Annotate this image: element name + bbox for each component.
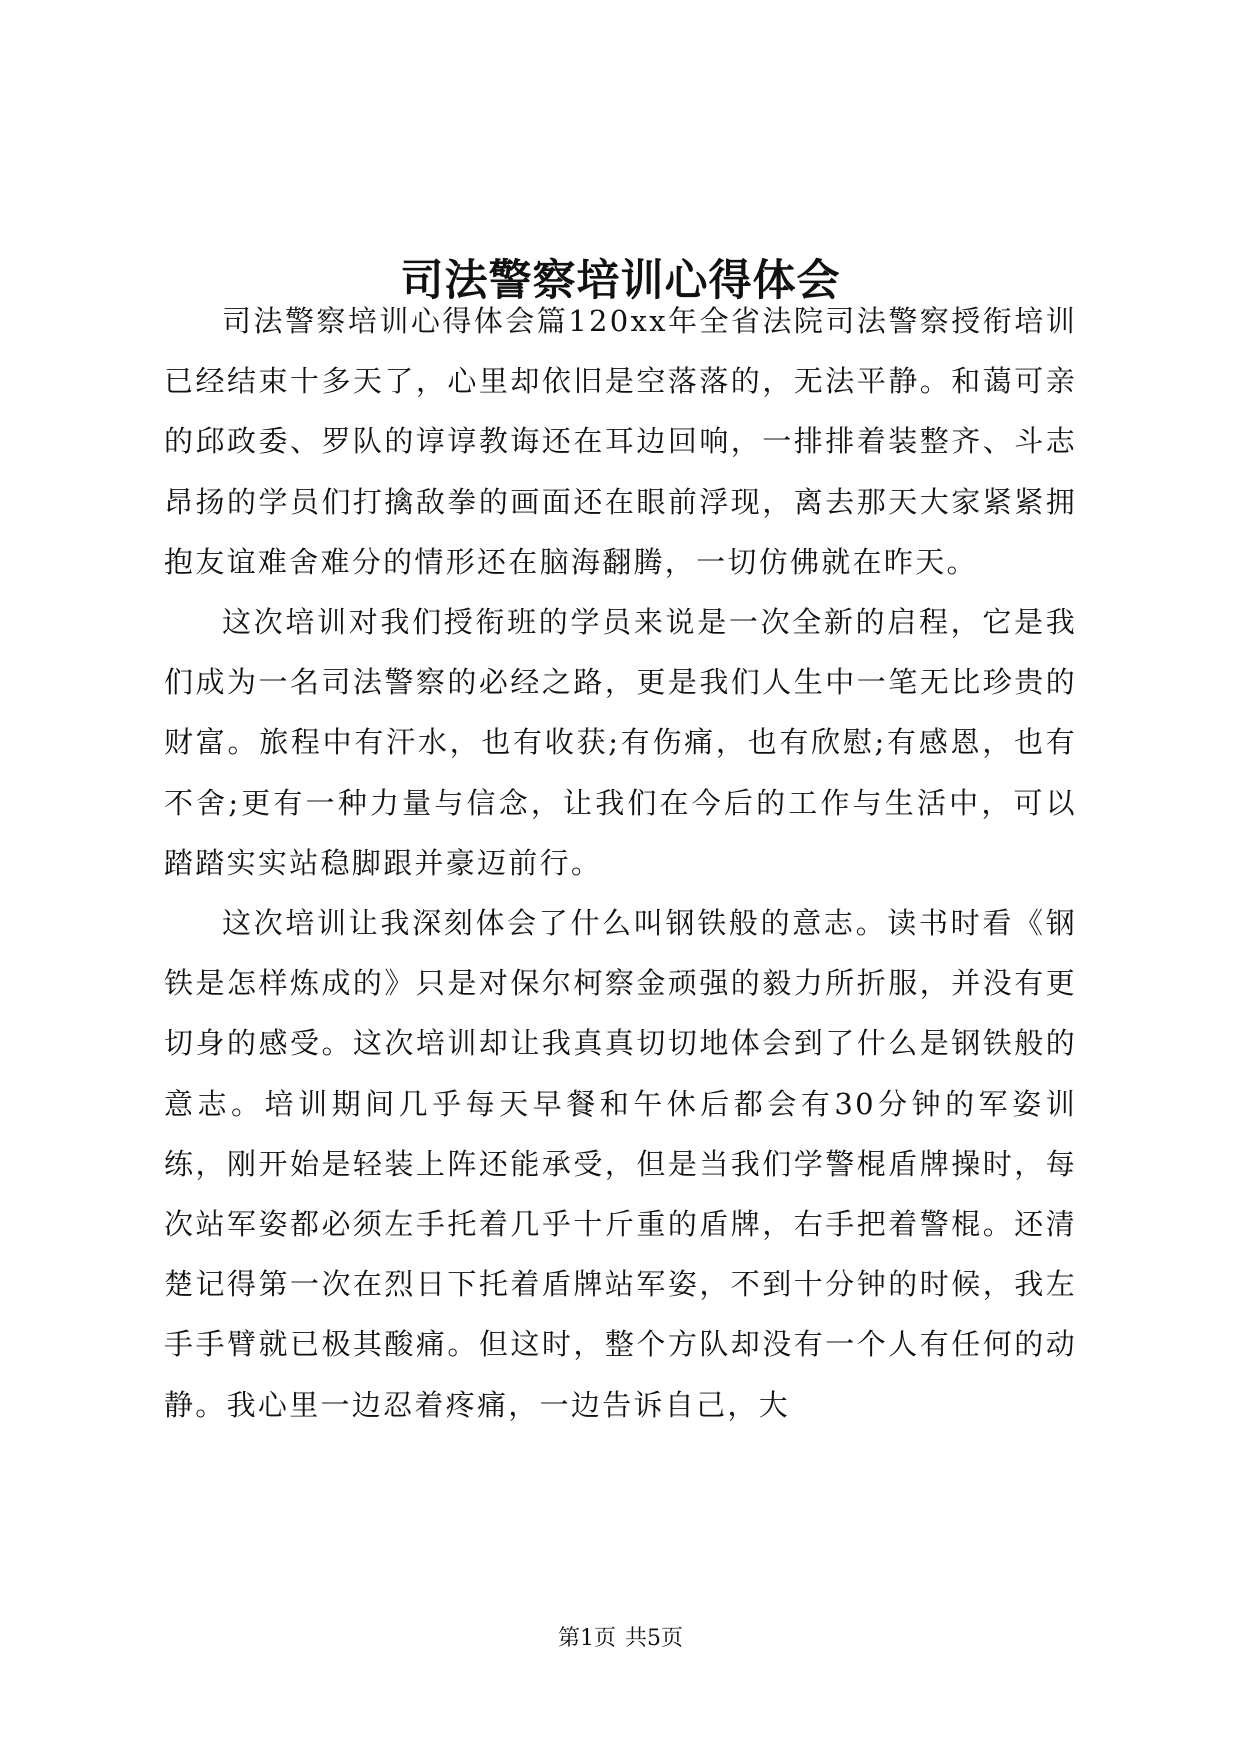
page-footer <box>0 1624 1241 1654</box>
page-total: 共5页 <box>625 1626 683 1651</box>
document-title: 司法警察培训心得体会 <box>400 255 841 306</box>
paragraph-2: 这次培训对我们授衔班的学员来说是一次全新的启程，它是我们成为一名司法警察的必经之路，更是我们人生中一笔无比珍贵的财富。旅程中有汗水，也有收获;有伤痛，也有欣慰;有感恩，也有不舍;更有一种力量与信念，让我们在今后的工作与生活中，可以踏踏实实站稳脚跟并豪迈前行。 <box>164 605 1077 880</box>
paragraph-1: 司法警察培训心得体会篇120xx年全省法院司法警察授衔培训已经结束十多天了，心里却依旧是空落落的，无法平静。和蔼可亲的邱政委、罗队的谆谆教诲还在耳边回响，一排排着装整齐、斗志昂扬的学员们打擒敌拳的画面还在眼前浮现，离去那天大家紧紧拥抱友谊难舍难分的情形还在脑海翻腾，一切仿佛就在昨天。 <box>164 304 1077 579</box>
page-number: 第1页 <box>558 1626 616 1651</box>
paragraph-3: 这次培训让我深刻体会了什么叫钢铁般的意志。读书时看《钢铁是怎样炼成的》只是对保尔柯察金顽强的毅力所折服，并没有更切身的感受。这次培训却让我真真切切地体会到了什么是钢铁般的意志。培训期间几乎每天早餐和午休后都会有30分钟的军姿训练，刚开始是轻装上阵还能承受，但是当我们学警棍盾牌操时，每次站军姿都必须左手托着几乎十斤重的盾牌，右手把着警棍。还清楚记得第一次在烈日下托着盾牌站军姿，不到十分钟的时候，我左手手臂就已极其酸痛。但这时，整个方队却没有一个人有任何的动静。我心里一边忍着疼痛，一边告诉自己，大 <box>164 906 1077 1422</box>
document-body <box>164 291 1077 1435</box>
